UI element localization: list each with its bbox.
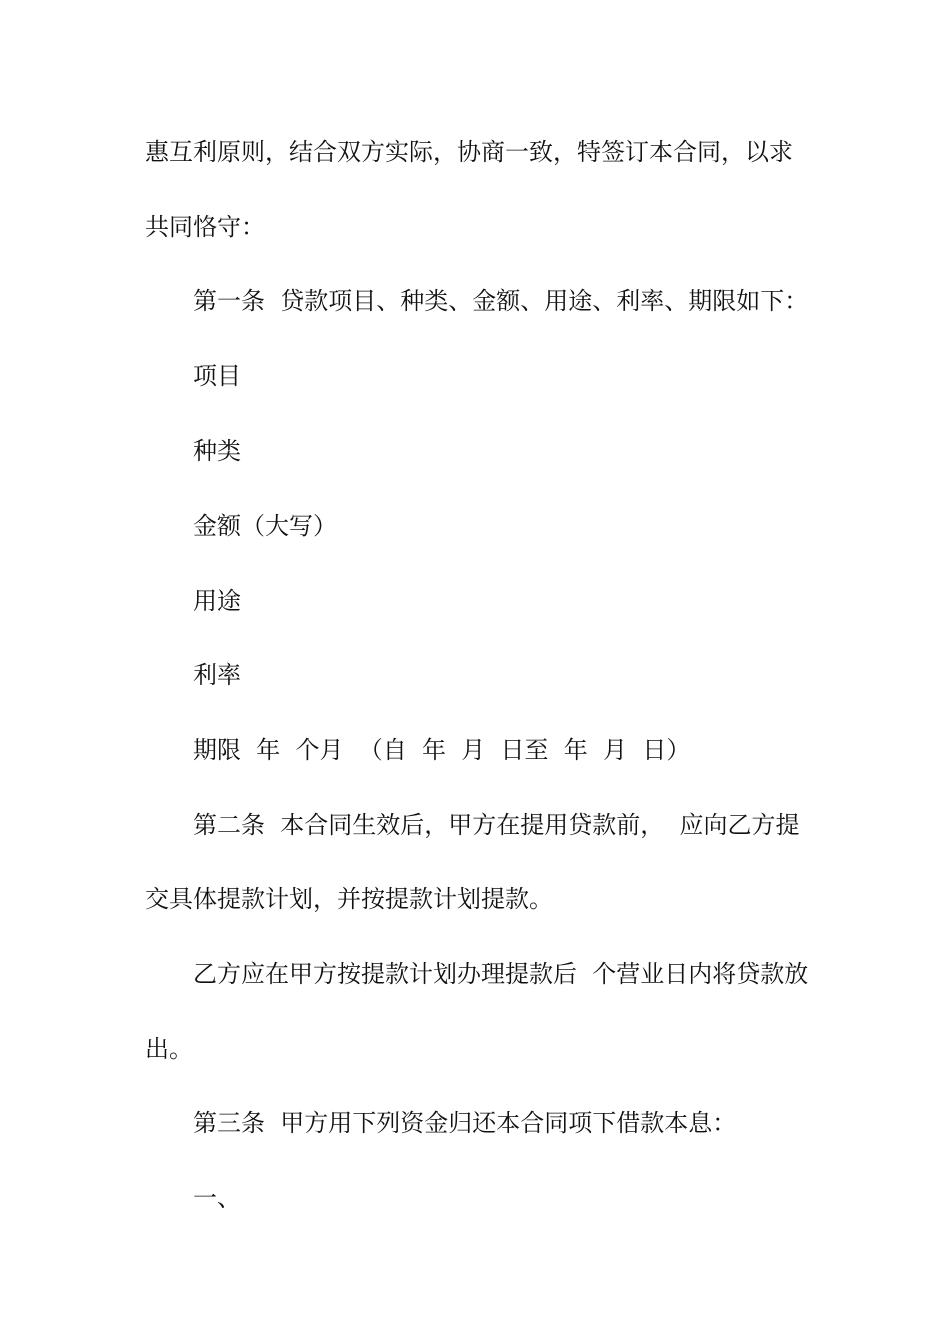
loan-item-amount: 金额（大写） — [193, 512, 337, 540]
loan-item-interest-rate: 利率 — [193, 661, 241, 689]
paragraph-line-preamble-2: 共同恪守： — [145, 213, 265, 241]
article-1-heading: 第一条 贷款项目、种类、金额、用途、利率、期限如下： — [193, 287, 809, 315]
loan-item-type: 种类 — [193, 437, 241, 465]
article-3-heading: 第三条 甲方用下列资金归还本合同项下借款本息： — [193, 1109, 737, 1137]
loan-item-project: 项目 — [193, 362, 241, 390]
article-2-line-1: 第二条 本合同生效后，甲方在提用贷款前， 应向乙方提 — [193, 811, 800, 839]
disbursement-line-1: 乙方应在甲方按提款计划办理提款后 个营业日内将贷款放 — [193, 960, 809, 988]
repayment-item-1: 一、 — [193, 1184, 241, 1212]
paragraph-line-preamble-1: 惠互利原则，结合双方实际，协商一致，特签订本合同，以求 — [145, 138, 793, 166]
article-2-line-2: 交具体提款计划，并按提款计划提款。 — [145, 885, 553, 913]
disbursement-line-2: 出。 — [145, 1035, 193, 1063]
loan-item-term: 期限 年 个月 （自 年 月 日至 年 月 日） — [193, 736, 691, 764]
loan-item-purpose: 用途 — [193, 587, 241, 615]
